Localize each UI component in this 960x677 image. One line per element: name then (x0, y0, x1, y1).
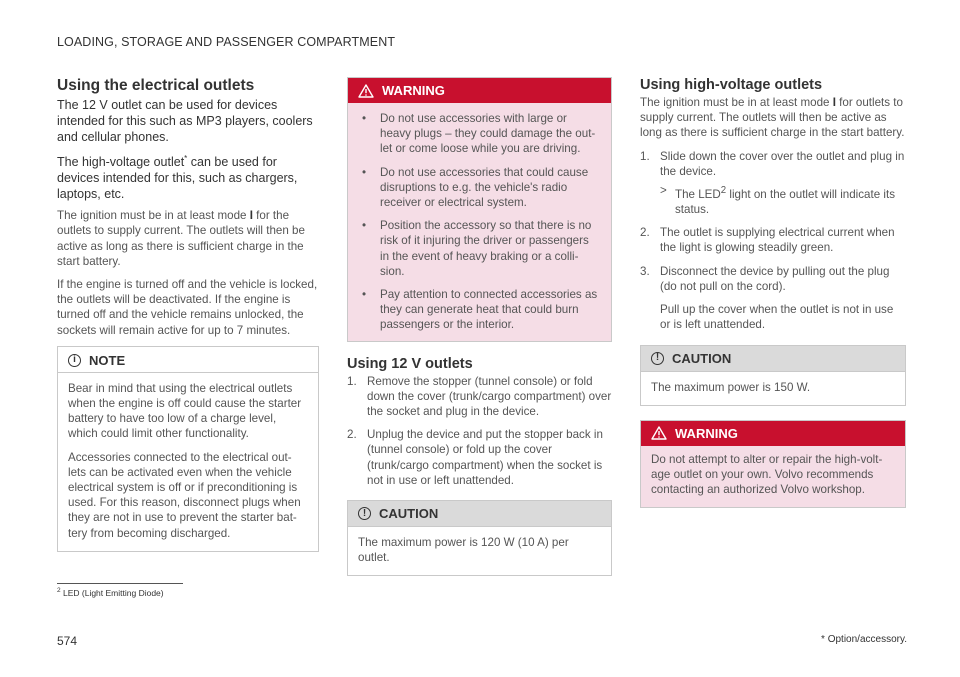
caution-label: CAUTION (379, 506, 439, 522)
lead-paragraph-high-voltage (57, 151, 319, 202)
note-box (57, 346, 319, 552)
lead-text-pre: The high-voltage outlet (57, 155, 185, 170)
result-arrow: > (660, 184, 667, 198)
column-right (640, 77, 906, 508)
warning-header (348, 78, 611, 103)
warning-label: WARNING (382, 83, 445, 98)
footnote-divider (57, 583, 183, 584)
step-item (347, 374, 612, 420)
caution-box-12v (347, 500, 612, 576)
warning-label: WARNING (675, 425, 738, 441)
page-header: LOADING, STORAGE AND PASSENGER COMPARTMENT (57, 35, 396, 49)
warning-item: • Do not use accessories with large or heavy plugs – they could damage the out-let or come loose while you are driving. (360, 111, 601, 157)
step-item (640, 264, 906, 333)
warning-box-high-voltage (640, 420, 906, 509)
step-item (640, 225, 906, 255)
result-text-post: light on the outlet will indicate its status. (675, 187, 895, 217)
step-item (347, 427, 612, 488)
subsection-title-12v: Using 12 V outlets (347, 355, 473, 372)
section-title: Using the electrical outlets (57, 77, 255, 94)
ignition-text-pre: The ignition must be in at least mode (57, 209, 250, 223)
option-asterisk: * (184, 154, 188, 163)
intro-mode: I (832, 96, 836, 109)
step-item (640, 149, 906, 218)
caution-header (641, 346, 905, 372)
warning-item: • Position the accessory so that there is no risk of it injuring the driver or passengers in the event of heavy braking or a colli-sion. (360, 218, 601, 279)
caution-body (348, 527, 611, 575)
caution-header (348, 501, 611, 527)
ignition-mode: I (249, 209, 253, 223)
warning-text: Do not attempt to alter or repair the high-volt-age outlet on your own. Volvo recommends contacting an authorized Volvo workshop. (651, 452, 883, 497)
subsection-title-high-voltage: Using high-voltage outlets (640, 77, 823, 93)
step-number: 2. (640, 226, 650, 240)
result-text-pre: The LED (675, 187, 721, 201)
intro-text-post: for outlets to supply current. The outlets will then be active as long as there is sufficient charge in the start battery. (640, 96, 905, 140)
footnote-number: 2 (57, 587, 61, 594)
step-text: Unplug the device and put the stopper back in (tunnel console) or fold up the cover (trunk/cargo compartment) when the socket is not in use or left unattended. (367, 428, 603, 487)
page-number: 574 (57, 634, 78, 648)
step-number: 2. (347, 428, 357, 442)
note-paragraph-2: Accessories connected to the electrical out-lets can be activated even when the vehicle electrical system is off or if preconditioning is used. For this reason, disconnect plugs when they are not in use to prevent the starter bat-tery from becoming discharged. (68, 450, 301, 540)
step-result (660, 183, 906, 217)
warning-item: • Pay attention to connected accessories as they can generate heat that could burn passengers or the interior. (360, 287, 601, 333)
column-left (57, 77, 319, 552)
info-icon: i (68, 354, 81, 367)
ignition-paragraph (57, 208, 319, 269)
note-label: NOTE (89, 352, 126, 368)
note-header (58, 347, 318, 373)
caution-text: The maximum power is 120 W (10 A) per outlet. (358, 536, 569, 565)
warning-triangle-icon (358, 84, 374, 98)
step-text: Slide down the cover over the outlet and plug in the device. (660, 149, 905, 178)
ignition-text-post: for the outlets to supply current. The outlets will then be active as long as there is sufficient charge in the start battery. (57, 209, 305, 268)
exclamation-icon: ! (651, 352, 664, 365)
intro-text-pre: The ignition must be in at least mode (640, 96, 833, 109)
step-number: 1. (640, 149, 650, 163)
step-text: The outlet is supplying electrical current when the light is glowing steadily green. (660, 226, 895, 255)
warning-box-accessories (347, 77, 612, 342)
footnote (57, 587, 164, 598)
warning-item: • Do not use accessories that could cause disruptions to e.g. the vehicle's radio receiver or electrical system. (360, 165, 601, 211)
warning-list (348, 103, 611, 341)
exclamation-icon: ! (358, 507, 371, 520)
caution-text: The maximum power is 150 W. (651, 380, 811, 394)
caution-box-high-voltage (640, 345, 906, 406)
column-middle (347, 77, 612, 576)
step-sub-paragraph: Pull up the cover when the outlet is not in use or is left unattended. (660, 303, 894, 332)
warning-body (641, 446, 905, 508)
step-number: 3. (640, 264, 650, 278)
step-text: Remove the stopper (tunnel console) or fold down the cover (trunk/cargo compartment) over the socket and plug in the device. (367, 374, 612, 419)
lead-text-post: can be used for devices intended for this, such as chargers, laptops, etc. (57, 155, 298, 202)
caution-body (641, 372, 905, 405)
warning-header (641, 421, 905, 446)
high-voltage-intro (640, 95, 906, 141)
step-number: 1. (347, 374, 357, 388)
footnote-ref: 2 (720, 185, 727, 197)
caution-label: CAUTION (672, 350, 732, 366)
option-footnote: * Option/accessory. (821, 634, 907, 645)
deactivation-paragraph: If the engine is turned off and the vehicle is locked, the outlets will be deactivated. If the engine is turned off and the vehicle remains unlocked, the sockets will remain active for up to 7 minutes. (57, 277, 318, 337)
steps-high-voltage (640, 149, 906, 333)
note-body (58, 373, 318, 551)
footnote-text: LED (Light Emitting Diode) (60, 587, 164, 598)
note-paragraph-1: Bear in mind that using the electrical outlets when the engine is off could cause the starter battery to have too low of a charge level, which could limit other functionality. (68, 381, 302, 441)
step-text: Disconnect the device by pulling out the plug (do not pull on the cord). (660, 264, 890, 293)
lead-paragraph-12v: The 12 V outlet can be used for devices intended for this such as MP3 players, coolers and cellular phones. (57, 98, 313, 144)
warning-triangle-icon (651, 426, 667, 440)
steps-12v (347, 374, 612, 488)
